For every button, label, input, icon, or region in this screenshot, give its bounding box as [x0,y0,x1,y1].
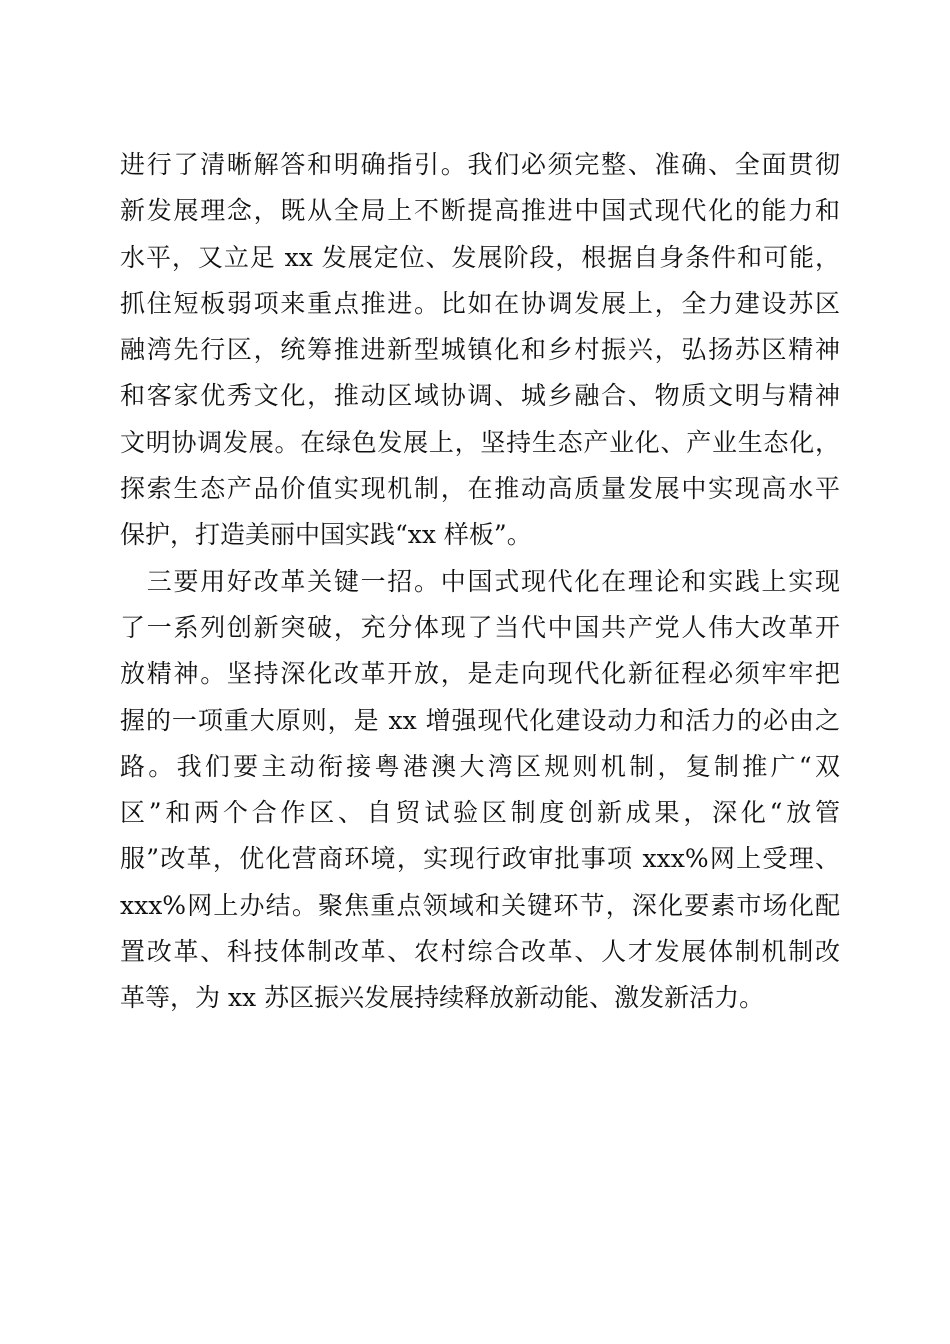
text-line: 路。我们要主动衔接粤港澳大湾区规则机制，复制推广“双 [120,751,840,781]
text-line: 融湾先行区，统筹推进新型城镇化和乡村振兴，弘扬苏区精神 [120,335,840,365]
text-line: 革等，为 xx 苏区振兴发展持续释放新动能、激发新活力。 [120,983,765,1013]
text-line: 新发展理念，既从全局上不断提高推进中国式现代化的能力和 [120,196,840,226]
text-line: 三要用好改革关键一招。中国式现代化在理论和实践上实现 [120,566,840,596]
text-line: 保护，打造美丽中国实践“xx 样板”。 [120,520,532,550]
body-text [120,142,840,1022]
text-line: 水平，又立足 xx 发展定位、发展阶段，根据自身条件和可能， [120,242,840,272]
text-line: 置改革、科技体制改革、农村综合改革、人才发展体制机制改 [120,937,840,967]
text-line: 了一系列创新突破，充分体现了当代中国共产党人伟大改革开 [120,612,840,642]
text-line: 放精神。坚持深化改革开放，是走向现代化新征程必须牢牢把 [120,659,840,689]
text-line: 握的一项重大原则，是 xx 增强现代化建设动力和活力的必由之 [120,705,840,735]
text-line: 和客家优秀文化，推动区域协调、城乡融合、物质文明与精神 [120,381,840,411]
text-line: 进行了清晰解答和明确指引。我们必须完整、准确、全面贯彻 [120,150,840,179]
text-line: 文明协调发展。在绿色发展上，坚持生态产业化、产业生态化， [120,427,840,457]
text-line: 探索生态产品价值实现机制，在推动高质量发展中实现高水平 [120,474,840,504]
text-line: 区”和两个合作区、自贸试验区制度创新成果，深化“放管 [120,798,840,828]
text-line: 抓住短板弱项来重点推进。比如在协调发展上，全力建设苏区 [120,288,840,318]
text-line: 服”改革，优化营商环境，实现行政审批事项 xxx%网上受理、 [120,844,840,874]
text-line: xxx%网上办结。聚焦重点领域和关键环节，深化要素市场化配 [120,890,840,920]
